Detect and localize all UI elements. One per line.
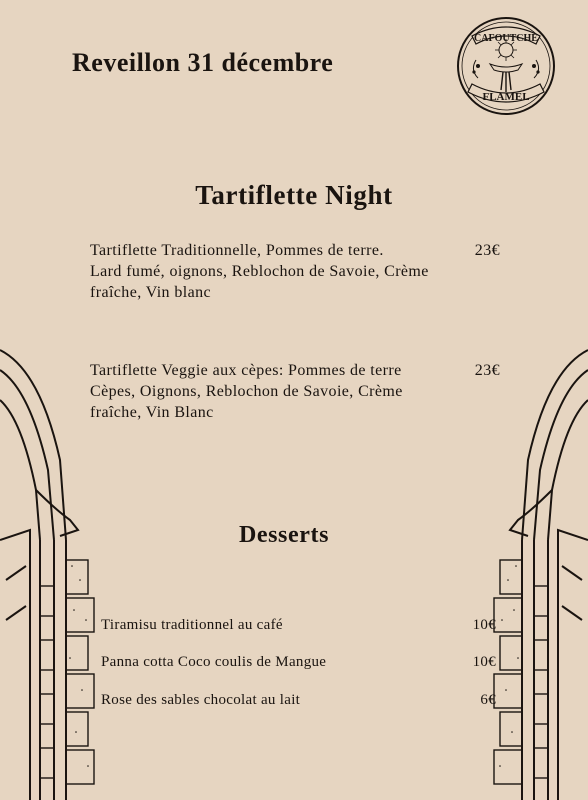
dessert-item [101,692,496,712]
logo-bottom-text: FLAMEL [482,91,530,103]
menu-item-line: Tartiflette Veggie aux cèpes: Pommes de terre [90,362,402,379]
dessert-name: Tiramisu traditionnel au café [101,617,283,633]
page-title: Reveillon 31 décembre [72,48,334,77]
tartiflette-section-title: Tartiflette Night [195,180,393,210]
menu-item-line: Cèpes, Oignons, Reblochon de Savoie, Crème [90,383,403,400]
dessert-name: Panna cotta Coco coulis de Mangue [101,654,327,670]
logo-top-text: CAFOUTCHE [474,33,538,44]
menu-item [90,240,500,303]
menu-item-line: Lard fumé, oignons, Reblochon de Savoie, Crème [90,263,429,280]
gothic-arch-right-icon [478,340,588,800]
tree-logo-icon [446,14,566,118]
dessert-price: 10€ [472,654,496,670]
menu-item-line: fraîche, Vin blanc [90,284,212,301]
desserts-section-title: Desserts [238,522,330,548]
dessert-name: Rose des sables chocolat au lait [101,692,301,708]
menu-item-price: 23€ [474,242,500,259]
dessert-item [101,617,496,637]
menu-item [90,360,500,423]
gothic-arch-left-icon [0,340,110,800]
menu-item-price: 23€ [474,362,500,379]
menu-item-line: fraîche, Vin Blanc [90,404,214,421]
menu-item-line: Tartiflette Traditionnelle, Pommes de terre. [90,242,384,259]
dessert-item [101,654,496,674]
dessert-price: 10€ [472,617,496,633]
dessert-price: 6€ [480,692,496,708]
